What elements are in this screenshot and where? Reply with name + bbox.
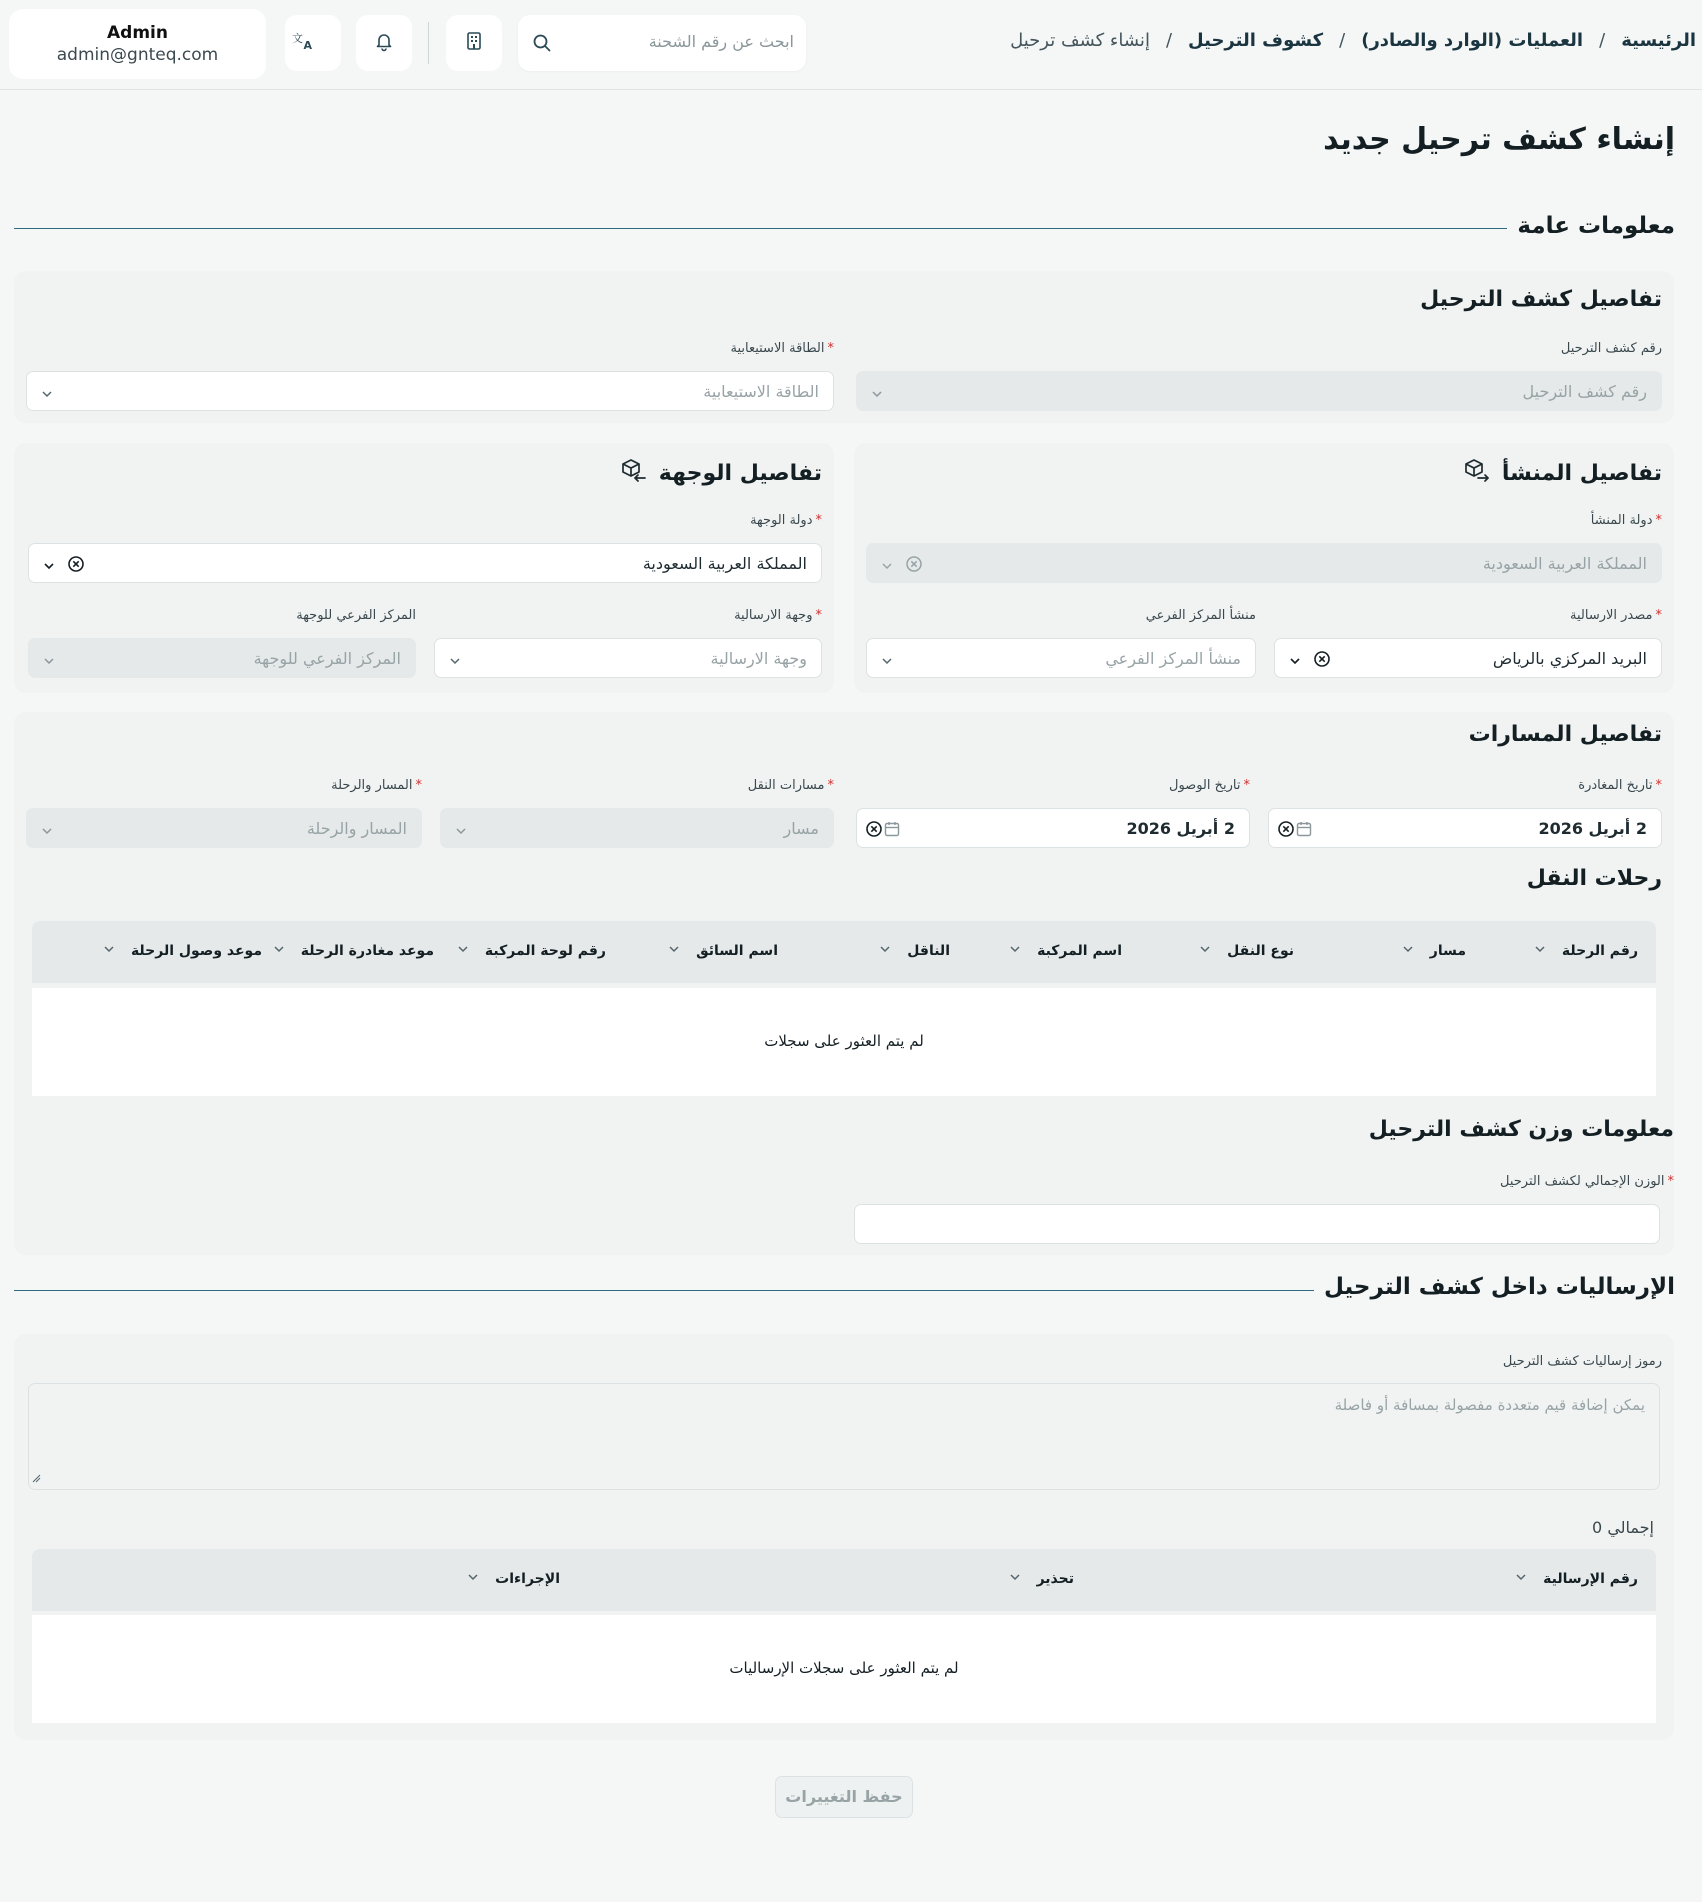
origin-branch-select[interactable]	[866, 638, 1256, 678]
required-mark: *	[1667, 1174, 1674, 1189]
manifest-details-title: تفاصيل كشف الترحيل	[1420, 287, 1662, 312]
route-trip-placeholder: المسار والرحلة	[306, 819, 407, 838]
clear-icon[interactable]	[67, 555, 85, 577]
destination-details-title: تفاصيل الوجهة	[619, 457, 822, 489]
chevron-down-icon	[881, 557, 893, 576]
chevron-down-icon	[467, 1571, 479, 1587]
clear-icon[interactable]	[1277, 820, 1295, 842]
departure-date-label: *تاريخ المغادرة	[1578, 778, 1662, 793]
save-button[interactable]: حفظ التغييرات	[775, 1776, 913, 1818]
language-button[interactable]	[285, 15, 341, 71]
chevron-down-icon	[871, 385, 883, 404]
chevron-down-icon[interactable]	[41, 385, 53, 404]
chevron-down-icon	[103, 943, 115, 959]
arrival-date-picker[interactable]	[856, 808, 1250, 848]
user-email: admin@gnteq.com	[56, 45, 219, 65]
shipment-codes-label: رموز إرساليات كشف الترحيل	[1502, 1354, 1662, 1369]
page-title: إنشاء كشف ترحيل جديد	[1323, 122, 1675, 157]
capacity-select[interactable]	[26, 371, 834, 411]
chevron-down-icon[interactable]	[43, 557, 55, 576]
transport-routes-field	[440, 808, 834, 848]
arrival-date-label: *تاريخ الوصول	[1169, 778, 1250, 793]
user-profile[interactable]	[9, 9, 266, 79]
svg-text:A: A	[303, 39, 312, 52]
chevron-down-icon[interactable]	[449, 652, 461, 671]
destination-placeholder: وجهة الارسالية	[710, 649, 807, 668]
svg-text:文: 文	[292, 32, 303, 45]
route-trip-field	[26, 808, 422, 848]
chevron-down-icon	[1009, 1571, 1021, 1587]
box-in-icon	[619, 457, 647, 489]
weight-info-title: معلومات وزن كشف الترحيل	[1368, 1117, 1674, 1142]
chevron-down-icon	[1515, 1571, 1527, 1587]
breadcrumb-manifests[interactable]: كشوف الترحيل	[1188, 30, 1324, 51]
total-weight-input[interactable]	[854, 1204, 1660, 1244]
chevron-down-icon	[273, 943, 285, 959]
shipment-codes-placeholder: يمكن إضافة قيم متعددة مفصولة بمسافة أو فاصلة	[1334, 1396, 1645, 1414]
departure-date-picker[interactable]	[1268, 808, 1662, 848]
clear-icon[interactable]	[1313, 650, 1331, 672]
transport-trips-title: رحلات النقل	[1526, 866, 1662, 891]
chevron-down-icon	[1534, 943, 1546, 959]
required-mark: *	[815, 513, 822, 528]
destination-country-select[interactable]	[28, 543, 822, 583]
destination-country-value: المملكة العربية السعودية	[642, 554, 807, 573]
search-icon	[532, 33, 552, 57]
required-mark: *	[827, 341, 834, 356]
general-section-title: معلومات عامة	[1507, 213, 1675, 239]
column-header[interactable]: رقم لوحة المركبة	[457, 943, 606, 959]
route-trip-label: *المسار والرحلة	[331, 778, 422, 793]
manifest-number-field	[856, 371, 1662, 411]
origin-details-title: تفاصيل المنشأ	[1462, 457, 1662, 489]
chevron-down-icon	[1199, 943, 1211, 959]
top-bar	[0, 0, 1702, 90]
shipment-source-value: البريد المركزي بالرياض	[1492, 649, 1647, 668]
total-weight-label: *الوزن الإجمالي لكشف الترحيل	[1499, 1174, 1674, 1189]
building-icon	[465, 31, 483, 55]
manifest-number-label: رقم كشف الترحيل	[1560, 341, 1662, 356]
column-header[interactable]: الإجراءات	[467, 1571, 560, 1587]
destination-label: *وجهة الارسالية	[734, 608, 822, 623]
origin-details-card	[854, 443, 1674, 693]
origin-country-value: المملكة العربية السعودية	[1482, 554, 1647, 573]
arrival-date-value: 2 أبريل 2026	[1126, 819, 1235, 838]
chevron-down-icon	[1009, 943, 1021, 959]
box-out-icon	[1462, 457, 1490, 489]
breadcrumb-separator: /	[1339, 30, 1346, 51]
required-mark: *	[1655, 513, 1662, 528]
column-header[interactable]: الناقل	[879, 943, 950, 959]
origin-country-field	[866, 543, 1662, 583]
transport-routes-label: *مسارات النقل	[747, 778, 834, 793]
destination-branch-label: المركز الفرعي للوجهة	[296, 608, 416, 623]
chevron-down-icon	[457, 943, 469, 959]
manifest-number-placeholder: رقم كشف الترحيل	[1522, 382, 1647, 401]
breadcrumb-operations[interactable]: العمليات (الوارد والصادر)	[1361, 30, 1584, 51]
translate-icon	[292, 31, 324, 55]
column-header[interactable]: رقم الرحلة	[1534, 943, 1638, 959]
destination-details-card	[14, 443, 834, 693]
destination-select[interactable]	[434, 638, 822, 678]
column-header[interactable]: تحذير	[1009, 1571, 1074, 1587]
required-mark: *	[1655, 608, 1662, 623]
bell-icon	[374, 31, 394, 55]
routes-details-card	[14, 712, 1674, 1255]
shipments-total: إجمالي 0	[1592, 1518, 1654, 1537]
breadcrumb-current: إنشاء كشف ترحيل	[1010, 30, 1150, 51]
chevron-down-icon	[879, 943, 891, 959]
calendar-icon[interactable]	[1295, 820, 1313, 842]
required-mark: *	[1655, 778, 1662, 793]
routes-details-title: تفاصيل المسارات	[1468, 722, 1662, 747]
chevron-down-icon[interactable]	[881, 652, 893, 671]
required-mark: *	[815, 608, 822, 623]
column-header[interactable]: اسم السائق	[668, 943, 778, 959]
trips-table-header	[32, 921, 1656, 983]
search-placeholder: ابحث عن رقم الشحنة	[648, 32, 794, 51]
breadcrumb-home[interactable]: الرئيسية	[1621, 30, 1696, 51]
manifest-details-card	[14, 271, 1674, 423]
shipment-source-label: *مصدر الارسالية	[1570, 608, 1662, 623]
user-name: Admin	[107, 23, 168, 43]
required-mark: *	[415, 778, 422, 793]
clear-icon	[905, 555, 923, 577]
departure-date-value: 2 أبريل 2026	[1538, 819, 1647, 838]
chevron-down-icon	[668, 943, 680, 959]
origin-branch-placeholder: منشأ المركز الفرعي	[1105, 649, 1241, 668]
trips-empty-message: لم يتم العثور على سجلات	[764, 1032, 924, 1050]
shipments-table-body	[32, 1615, 1656, 1723]
required-mark: *	[827, 778, 834, 793]
column-header[interactable]: موعد وصول الرحلة	[103, 943, 262, 959]
shipment-search-input[interactable]	[518, 15, 806, 71]
column-header[interactable]: رقم الإرسالية	[1515, 1571, 1638, 1587]
shipment-source-select[interactable]	[1274, 638, 1662, 678]
notifications-button[interactable]	[356, 15, 412, 71]
shipment-codes-textarea[interactable]	[28, 1383, 1660, 1490]
shipments-table-header	[32, 1549, 1656, 1611]
column-header[interactable]: مسار	[1402, 943, 1466, 959]
destination-country-label: *دولة الوجهة	[750, 513, 822, 528]
divider	[428, 22, 429, 64]
section-rule	[14, 228, 1534, 229]
origin-branch-label: منشأ المركز الفرعي	[1145, 608, 1256, 623]
section-rule	[14, 1290, 1364, 1291]
trips-table-body	[32, 988, 1656, 1096]
building-button[interactable]	[446, 15, 502, 71]
resize-handle-icon[interactable]	[31, 1468, 41, 1487]
shipments-section-title: الإرساليات داخل كشف الترحيل	[1314, 1274, 1675, 1300]
destination-branch-placeholder: المركز الفرعي للوجهة	[253, 649, 401, 668]
chevron-down-icon	[1402, 943, 1414, 959]
origin-country-label: *دولة المنشأ	[1590, 513, 1662, 528]
chevron-down-icon[interactable]	[1289, 652, 1301, 671]
destination-branch-field	[28, 638, 416, 678]
breadcrumb	[1010, 30, 1696, 51]
capacity-label: *الطاقة الاستيعابية	[730, 341, 834, 356]
shipments-empty-message: لم يتم العثور على سجلات الإرساليات	[729, 1659, 959, 1677]
breadcrumb-separator: /	[1165, 30, 1173, 51]
column-header[interactable]: نوع النقل	[1199, 943, 1294, 959]
chevron-down-icon	[41, 822, 53, 841]
breadcrumb-separator: /	[1599, 30, 1606, 51]
column-header[interactable]: موعد مغادرة الرحلة	[273, 943, 434, 959]
transport-routes-placeholder: مسار	[783, 819, 819, 838]
required-mark: *	[1243, 778, 1250, 793]
chevron-down-icon	[455, 822, 467, 841]
calendar-icon[interactable]	[883, 820, 901, 842]
chevron-down-icon	[43, 652, 55, 671]
clear-icon[interactable]	[865, 820, 883, 842]
column-header[interactable]: اسم المركبة	[1009, 943, 1122, 959]
capacity-placeholder: الطاقة الاستيعابية	[703, 382, 819, 401]
